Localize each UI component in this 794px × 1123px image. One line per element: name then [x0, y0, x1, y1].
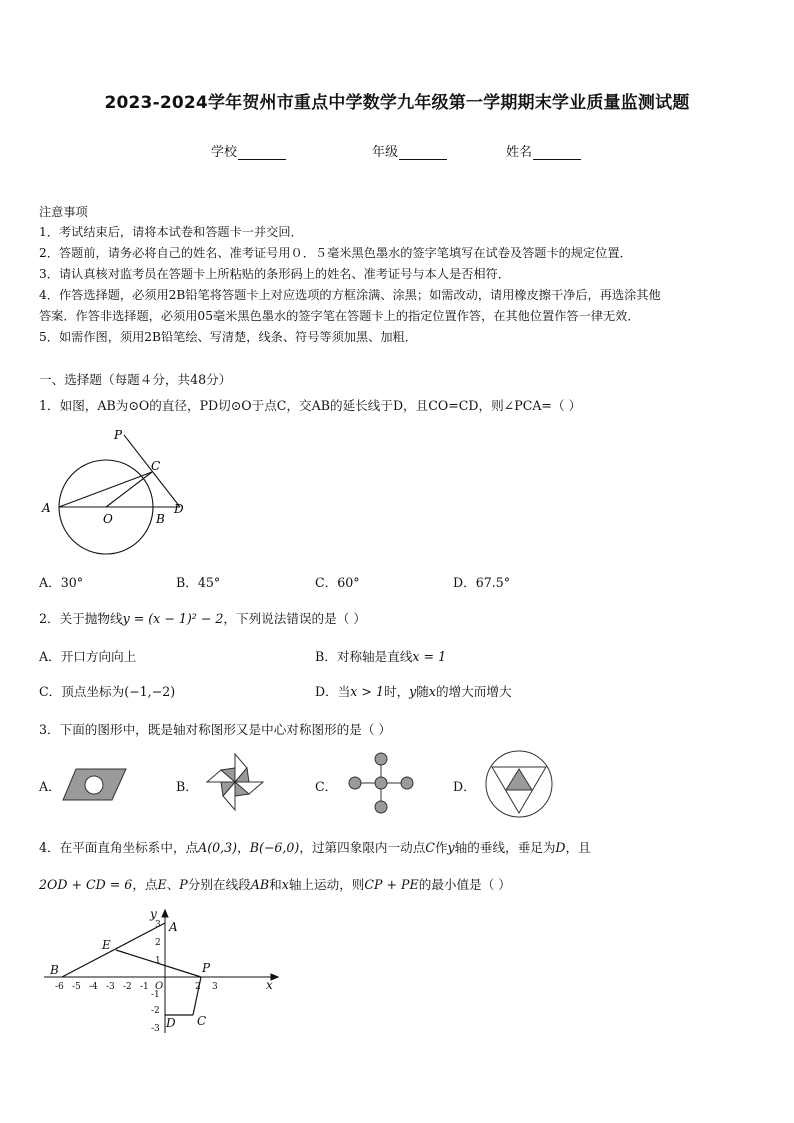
q4-xtick: -4	[89, 982, 98, 992]
q1-option-b: B．45°	[176, 575, 221, 590]
q2-option-a: A．开口方向向上	[39, 649, 137, 664]
grade-label: 年级	[372, 145, 399, 160]
q4-xtick: -3	[106, 982, 115, 992]
q4-text: 和	[269, 877, 282, 892]
q2-option-b	[315, 646, 446, 665]
q4-xtick: 2	[195, 982, 201, 992]
notice-item: 2．答题前，请务必将自己的姓名、准考证号用０．５毫米黑色墨水的签字笔填写在试卷及答题卡的规定位置．	[39, 246, 632, 260]
q4-text: 、	[166, 877, 180, 892]
q3-dot	[401, 777, 413, 789]
q2-stem-pre: 2．关于抛物线	[39, 611, 123, 626]
q4-text: 轴的垂线，垂足为	[454, 840, 556, 855]
q4-xtick: -5	[72, 982, 81, 992]
q3-option-b-label: B．	[176, 779, 198, 794]
q2-stem-post: ，下列说法错误的是（ ）	[223, 611, 366, 626]
name-field	[506, 141, 581, 160]
q4-text: ，且	[565, 840, 591, 855]
q2-option-d-pre: D．当	[315, 684, 351, 699]
page-title: 2023-2024学年贺州市重点中学数学九年级第一学期期末学业质量监测试题	[104, 93, 690, 113]
q3-dot	[349, 777, 361, 789]
q4-point-a: A(0,3)	[198, 840, 238, 855]
q3-option-d-label: D．	[453, 779, 476, 794]
notice-item: 5．如需作图，须用2B铅笔绘、写清楚，线条、符号等须加黑、加粗．	[39, 330, 417, 344]
q4-ytick: -2	[151, 1006, 160, 1016]
q4-ytick: -3	[151, 1024, 160, 1034]
school-blank	[238, 147, 286, 160]
question-3-stem: 3．下面的图形中，既是轴对称图形又是中心对称图形的是（ ）	[39, 722, 392, 737]
q4-text: ，	[237, 840, 250, 855]
q4-point-b: B(−6,0)	[249, 840, 300, 855]
q4-xtick: -1	[140, 982, 149, 992]
q3-circle-triangle-figure	[484, 749, 554, 819]
q2-option-c-math: (−1,−2)	[124, 684, 176, 699]
q4-origin-label: O	[155, 981, 164, 992]
q3-pinwheel-figure	[202, 752, 268, 812]
q3-option-c-label: C．	[315, 779, 338, 794]
q4-segment-ab: AB	[250, 877, 270, 892]
q2-option-d	[315, 681, 512, 700]
q1-label-d: D	[174, 502, 184, 516]
q1-circle-figure	[36, 424, 196, 556]
q2-option-d-mid2: 随	[416, 684, 429, 699]
q3-option-a-label: A．	[39, 779, 61, 794]
q4-text: 分别在线段	[187, 877, 251, 892]
name-label: 姓名	[506, 145, 533, 160]
question-1-stem: 1．如图，AB为⊙O的直径，PD切⊙O于点C，交AB的延长线于D，且CO=CD，则∠PCA=（ ）	[39, 398, 582, 413]
notice-item: 答案．作答非选择题，必须用05毫米黑色墨水的签字笔在答题卡上的指定位置作答，在其他位置作答一律无效．	[39, 309, 640, 323]
q4-xtick: 3	[212, 982, 218, 992]
q3-cross-dots-figure	[346, 752, 416, 814]
q4-text: 轴上运动，则	[288, 877, 365, 892]
q4-equation: 2OD + CD = 6	[39, 877, 133, 892]
q4-x-var: x	[281, 877, 289, 892]
q4-label-d: D	[166, 1016, 176, 1030]
q4-point-c: C	[425, 840, 435, 855]
q4-xtick: -2	[123, 982, 132, 992]
q3-dot	[375, 777, 387, 789]
q1-option-c: C．60°	[315, 575, 360, 590]
q1-option-d: D．67.5°	[453, 575, 511, 590]
q4-text: ，点	[132, 877, 158, 892]
q4-label-b: B	[50, 963, 59, 977]
notice-item: 3．请认真核对监考员在答题卡上所粘贴的条形码上的姓名、准考证号与本人是否相符．	[39, 267, 510, 281]
q4-y-axis-label: y	[150, 907, 157, 921]
q4-segment-ab-line	[62, 923, 165, 977]
q1-chord-ac	[59, 472, 152, 507]
notice-item: 1．考试结束后，请将本试卷和答题卡一并交回．	[39, 225, 303, 239]
q4-label-a: A	[169, 920, 178, 934]
q4-ytick: 1	[155, 956, 161, 966]
question-4-line2	[39, 874, 511, 893]
notice-item: 4．作答选择题，必须用2B铅笔将答题卡上对应选项的方框涂满、涂黑；如需改动，请用橡皮擦干净后，再选涂其他	[39, 288, 661, 302]
q4-ytick: -1	[151, 990, 160, 1000]
q1-label-b: B	[156, 512, 165, 526]
q3-parallelogram-hole	[85, 776, 103, 794]
q4-point-p: P	[179, 877, 188, 892]
section-heading: 一、选择题（每题４分，共48分）	[39, 372, 232, 387]
q4-text: 作	[434, 840, 448, 855]
q2-option-c-text: C．顶点坐标为	[39, 684, 125, 699]
notice-heading: 注意事项	[39, 205, 88, 219]
question-2-stem	[39, 608, 366, 627]
q3-dot	[375, 801, 387, 813]
q4-text: 的最小值是（ ）	[418, 877, 511, 892]
q4-text: 4．在平面直角坐标系中，点	[39, 840, 199, 855]
q4-xtick: -6	[55, 982, 64, 992]
q2-option-d-math1: x > 1	[350, 684, 384, 699]
name-blank	[533, 147, 581, 160]
q4-ytick: 2	[155, 938, 161, 948]
q4-expression: CP + PE	[364, 877, 419, 892]
grade-blank	[399, 147, 447, 160]
q1-label-a: A	[42, 501, 51, 515]
q2-option-b-math: x = 1	[412, 649, 447, 664]
q4-coordinate-graph	[36, 905, 286, 1035]
q4-point-d: D	[555, 840, 566, 855]
q4-ytick: 3	[155, 920, 161, 930]
q2-option-d-math3: x	[428, 684, 436, 699]
q4-label-p: P	[202, 961, 211, 975]
q1-option-a: A．30°	[39, 575, 84, 590]
q2-option-b-text: B．对称轴是直线	[315, 649, 413, 664]
q4-y-arrow	[162, 910, 168, 917]
q4-point-e: E	[157, 877, 167, 892]
q4-x-axis-label: x	[266, 978, 273, 992]
q2-option-d-mid: 时，	[383, 684, 410, 699]
q3-dot	[375, 753, 387, 765]
q1-label-o: O	[103, 512, 113, 526]
question-4-line1	[39, 837, 591, 856]
school-label: 学校	[211, 145, 238, 160]
q1-label-p: P	[114, 428, 123, 442]
q4-label-c: C	[197, 1014, 207, 1028]
q2-stem-math: y = (x − 1)² − 2	[122, 611, 224, 626]
q2-option-d-math2: y	[409, 684, 417, 699]
q2-option-c	[39, 681, 175, 700]
q3-parallelogram-figure	[62, 767, 128, 803]
q4-text: ，过第四象限内一动点	[299, 840, 426, 855]
grade-field	[372, 141, 447, 160]
q4-y-var: y	[447, 840, 455, 855]
q1-radius-oc	[106, 472, 152, 507]
q1-label-c: C	[151, 459, 161, 473]
school-field	[211, 141, 286, 160]
q4-label-e: E	[102, 938, 111, 952]
q2-option-d-post: 的增大而增大	[436, 684, 512, 699]
